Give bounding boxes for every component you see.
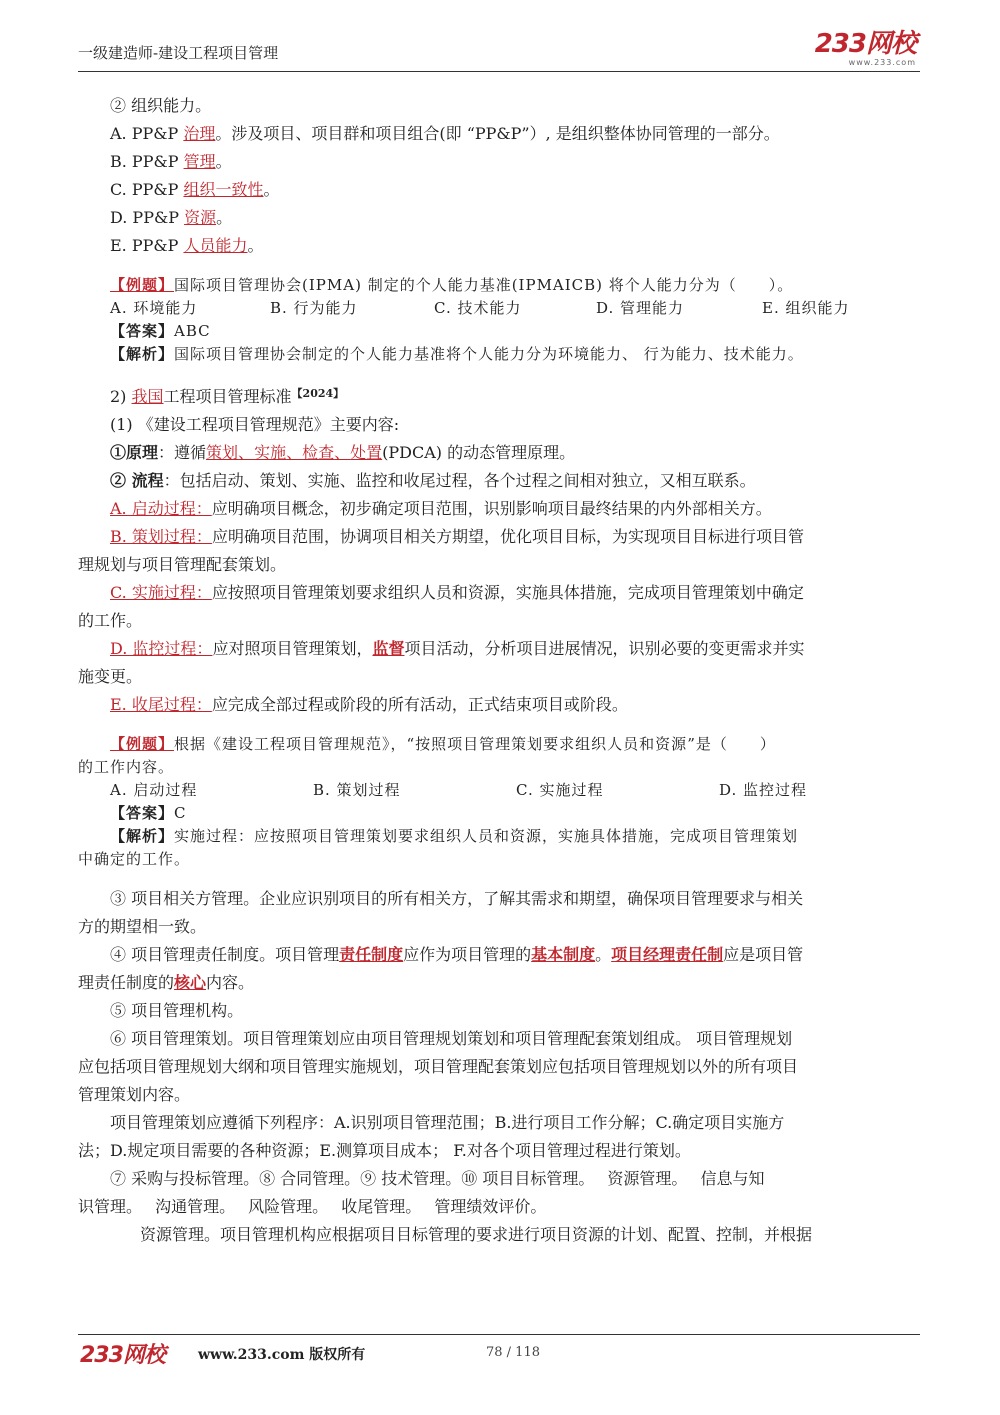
org-d-keyword: 资源: [184, 208, 217, 227]
example-tag: 【例题】: [110, 735, 175, 753]
header-title: 一级建造师-建设工程项目管理: [78, 44, 279, 62]
year-badge: 【2024】: [291, 387, 345, 400]
stakeholder-para-cont: 方的期望相一致。: [78, 917, 207, 936]
option-d: D. 管理能力: [596, 299, 685, 317]
cn-standard-sub: (1) 《建设工程项目管理规范》主要内容:: [110, 415, 400, 434]
example-2-analysis-cont: 中确定的工作。: [78, 850, 191, 868]
option-a: A. 启动过程: [110, 781, 198, 799]
process-monitor: D. 监控过程：应对照项目管理策划，监督项目活动，分析项目进展情况，识别必要的变更需求并实: [110, 639, 805, 658]
option-a: A. 环境能力: [110, 299, 198, 317]
org-b-keyword: 管理: [183, 152, 216, 171]
process-line: ② 流程：包括启动、策划、实施、监控和收尾过程，各个过程之间相对独立，又相互联系。: [110, 471, 756, 490]
example-2-question-cont: 的工作内容。: [78, 758, 175, 776]
org-item-b: B. PP&P 管理。: [110, 152, 232, 171]
process-monitor-cont: 施变更。: [78, 667, 143, 686]
page-footer: [78, 1334, 920, 1374]
org-item-d: D. PP&P 资源。: [110, 208, 233, 227]
stakeholder-para: ③ 项目相关方管理。企业应识别项目的所有相关方，了解其需求和期望，确保项目管理要求与相关: [110, 889, 804, 908]
example-2-question: 【例题】根据《建设工程项目管理规范》，“按照项目管理策划要求组织人员和资源”是（ ）: [110, 735, 776, 753]
example-1: [78, 274, 924, 366]
cn-standard-heading: 2) 我国工程项目管理标准$^{【2024】}$: [110, 387, 345, 406]
org-item-c: C. PP&P 组织一致性。: [110, 180, 280, 199]
logo-url: www.233.com: [848, 58, 916, 67]
logo-text: 233网校: [814, 29, 916, 59]
example-2-options: [78, 779, 924, 802]
responsibility-para: ④ 项目管理责任制度。项目管理责任制度应作为项目管理的基本制度。项目经理责任制应是项目管: [110, 945, 804, 964]
org-unit-para: ⑤ 项目管理机构。: [110, 1001, 244, 1020]
management-list-cont: 识管理。 沟通管理。 风险管理。 收尾管理。 管理绩效评价。: [78, 1197, 547, 1216]
org-item-a: A. PP&P 治理。涉及项目、项目群和项目组合(即 “PP&P”）, 是组织整体协同管理的一部分。: [110, 124, 780, 143]
org-e-keyword: 人员能力: [183, 236, 248, 255]
org-a-keyword: 治理: [183, 124, 216, 143]
process-plan: B. 策划过程：应明确项目范围，协调项目相关方期望，优化项目目标，为实现项目目标进行项目管: [110, 527, 804, 546]
planning-para-cont2: 管理策划内容。: [78, 1085, 191, 1104]
page-header: [78, 30, 920, 74]
example-1-analysis: 【解析】国际项目管理协会制定的个人能力基准将个人能力分为环境能力、 行为能力、技术能力。: [110, 345, 804, 363]
process-close: E. 收尾过程：应完成全部过程或阶段的所有活动，正式结束项目或阶段。: [110, 695, 628, 714]
footer-logo: 233网校: [80, 1343, 165, 1368]
org-title: ② 组织能力。: [110, 96, 212, 115]
footer-copyright: www.233.com 版权所有: [198, 1347, 366, 1363]
option-b: B. 策划过程: [313, 781, 401, 799]
org-item-e: E. PP&P 人员能力。: [110, 236, 264, 255]
resource-para: 资源管理。项目管理机构应根据项目目标管理的要求进行项目资源的计划、配置、控制，并根据: [140, 1225, 813, 1244]
planning-para: ⑥ 项目管理策划。项目管理策划应由项目管理规划策划和项目管理配套策划组成。 项目管理规划: [110, 1029, 793, 1048]
process-plan-cont: 理规划与项目管理配套策划。: [78, 555, 287, 574]
responsibility-para-cont: 理责任制度的核心内容。: [78, 973, 255, 992]
example-1-question: 【例题】国际项目管理协会(IPMA) 制定的个人能力基准(IPMAICB) 将个人能力分为（ ）。: [110, 276, 794, 294]
example-1-options: [78, 297, 924, 320]
example-2-answer: 【答案】C: [110, 804, 187, 822]
option-d: D. 监控过程: [719, 781, 808, 799]
procedure-para-cont: 法；D.规定项目需要的各种资源；E.测算项目成本； F.对各个项目管理过程进行策划。: [78, 1141, 691, 1160]
process-start: A. 启动过程：应明确项目概念，初步确定项目范围，识别影响项目最终结果的内外部相关方。: [110, 499, 772, 518]
example-2: [78, 733, 924, 871]
process-execute: C. 实施过程：应按照项目管理策划要求组织人员和资源，实施具体措施，完成项目管理策划中确定: [110, 583, 804, 602]
org-c-keyword: 组织一致性: [183, 180, 264, 199]
principle-line: ①原理：遵循策划、实施、检查、处置(PDCA) 的动态管理原理。: [110, 443, 576, 462]
process-execute-cont: 的工作。: [78, 611, 143, 630]
example-1-answer: 【答案】ABC: [110, 322, 211, 340]
example-2-analysis: 【解析】实施过程：应按照项目管理策划要求组织人员和资源，实施具体措施，完成项目管理策划: [110, 827, 799, 845]
management-list: ⑦ 采购与投标管理。⑧ 合同管理。⑨ 技术管理。⑩ 项目目标管理。 资源管理。 信息与知: [110, 1169, 765, 1188]
example-tag: 【例题】: [110, 276, 175, 294]
page-number: 78 / 118: [486, 1345, 540, 1360]
option-c: C. 实施过程: [516, 781, 604, 799]
procedure-para: 项目管理策划应遵循下列程序：A.识别项目管理范围；B.进行项目工作分解；C.确定项目实施方: [110, 1113, 785, 1132]
option-e: E. 组织能力: [762, 299, 850, 317]
page-content: [78, 92, 924, 1249]
footer-divider: [78, 1334, 920, 1335]
option-b: B. 行为能力: [270, 299, 358, 317]
planning-para-cont1: 应包括项目管理规划大纲和项目管理实施规划，项目管理配套策划应包括项目管理规划以外的所有项目: [78, 1057, 799, 1076]
header-divider: [78, 71, 920, 72]
brand-logo: [815, 30, 916, 67]
option-c: C. 技术能力: [434, 299, 522, 317]
